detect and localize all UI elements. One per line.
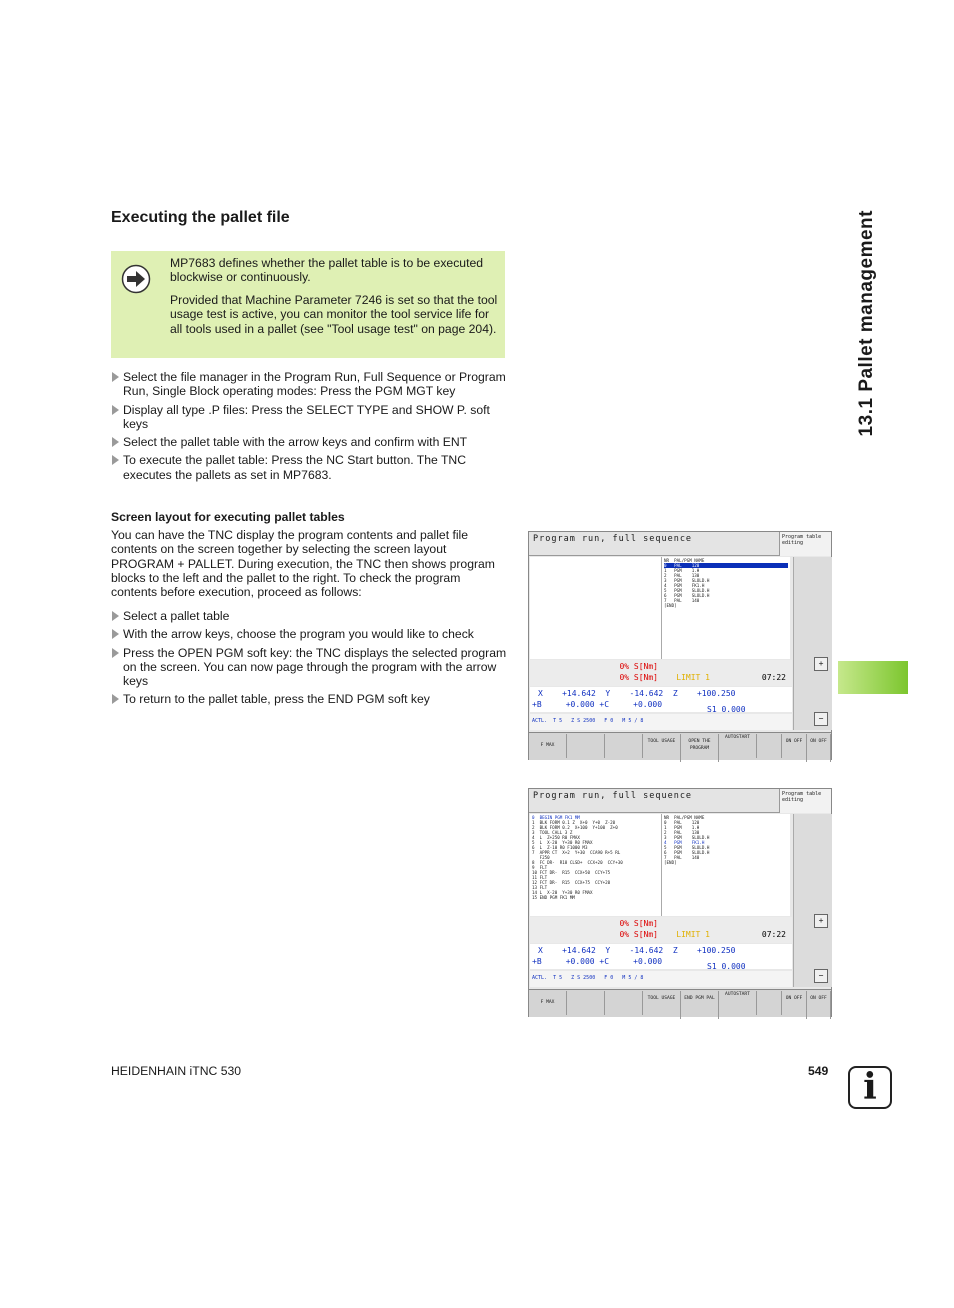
position-line-1: X +14.642 Y -14.642 Z +100.250 xyxy=(538,946,736,955)
program-line: 5 L X-20 Y+30 R0 FMAX xyxy=(532,840,593,845)
softkey-on-off-2[interactable]: ON OFF xyxy=(807,991,831,1019)
softkey-on-off-1[interactable]: ON OFF xyxy=(782,734,807,762)
pallet-line: 7 PAL 140 xyxy=(664,598,700,603)
status-bar-text: ACTL. T 5 Z S 2500 F 0 M 5 / 8 xyxy=(532,975,644,981)
program-pane xyxy=(530,557,662,659)
page-number: 549 xyxy=(808,1064,829,1078)
position-display xyxy=(530,687,792,712)
pallet-line: 1 PGM 1.H xyxy=(664,568,700,573)
pallet-line: NR PAL/PGM NAME xyxy=(664,558,705,563)
softkey-f-max[interactable]: F MAX xyxy=(529,991,567,1015)
override-2: 0% S[Nm] xyxy=(619,673,658,682)
program-line: 1 BLK FORM 0.1 Z X+0 Y+0 Z-20 xyxy=(532,820,616,825)
program-line: F250 xyxy=(532,855,550,860)
pallet-line: 2 PAL 130 xyxy=(664,830,700,835)
list-item: Press the OPEN PGM soft key: the TNC displays the selected program on the screen. You can now page through the program with the arrow keys xyxy=(111,646,509,689)
mode-title: Program run, full sequence xyxy=(529,789,779,813)
status-area xyxy=(530,660,792,686)
pallet-line: 5 PGM SLOLD.H xyxy=(664,845,710,850)
limit-label: LIMIT 1 xyxy=(676,673,710,682)
pallet-line: 1 PGM 1.H xyxy=(664,825,700,830)
program-line: 4 L Z+250 R0 FMAX xyxy=(532,835,580,840)
pallet-line: 7 PAL 140 xyxy=(664,855,700,860)
program-line: 6 L Z-10 R0 F1000 M3 xyxy=(532,845,588,850)
info-icon: i xyxy=(848,1066,892,1109)
list-item: To execute the pallet table: Press the NC Start button. The TNC executes the pallets as set in MP7683. xyxy=(111,453,509,482)
plus-button[interactable]: + xyxy=(814,657,828,671)
softkey-tool-usage[interactable]: TOOL USAGE xyxy=(643,991,681,1019)
steps-list-1 xyxy=(111,370,509,486)
pallet-line: 3 PGM SLOLD.H xyxy=(664,578,710,583)
softkey-tool-usage[interactable]: TOOL USAGE xyxy=(643,734,681,762)
minus-button[interactable]: − xyxy=(814,969,828,983)
body-paragraph: You can have the TNC display the program contents and pallet file contents on the screen together by selecting the screen layout PROGRAM + PALLET. During execution, the TNC then shows program blocks to the left and the pallet to the right. To check the program contents before execution, proceed as follows: xyxy=(111,528,495,600)
pallet-line: 4 PGM FK1.H xyxy=(664,840,705,845)
softkey-empty[interactable] xyxy=(567,734,605,758)
program-line: 11 FLT xyxy=(532,875,548,880)
position-line-2: +B +0.000 +C +0.000 xyxy=(532,957,663,966)
note-paragraph-1: MP7683 defines whether the pallet table is to be executed blockwise or continuously. xyxy=(170,256,484,285)
section-title: Executing the pallet file xyxy=(111,209,290,226)
pallet-line: 0 PAL 120 xyxy=(664,563,788,568)
position-line-2: +B +0.000 +C +0.000 xyxy=(532,700,663,709)
program-line: 7 APPR CT X+2 Y+30 CCA90 R+5 RL xyxy=(532,850,621,855)
softkey-empty[interactable] xyxy=(605,991,643,1015)
clock: 07:22 xyxy=(761,930,786,939)
status-bar xyxy=(530,705,792,730)
program-line: 14 L X-20 Y+30 R0 FMAX xyxy=(532,890,593,895)
softkey-row xyxy=(529,989,831,1017)
tnc-screenshot-1 xyxy=(528,531,832,760)
softkey-end-pgm-pal[interactable]: END PGM PAL xyxy=(681,991,719,1019)
override-2: 0% S[Nm] xyxy=(619,930,658,939)
softkey-empty[interactable] xyxy=(605,734,643,758)
limit-label: LIMIT 1 xyxy=(676,930,710,939)
mode-title: Program run, full sequence xyxy=(529,532,779,556)
pallet-line: 2 PAL 130 xyxy=(664,573,700,578)
pallet-line: 3 PGM SLOLD.H xyxy=(664,835,710,840)
softkey-f-max[interactable]: F MAX xyxy=(529,734,567,758)
softkey-open-program[interactable]: OPEN THE PROGRAM xyxy=(681,734,719,762)
pallet-line: 0 PAL 120 xyxy=(664,820,700,825)
clock: 07:22 xyxy=(761,673,786,682)
plus-button[interactable]: + xyxy=(814,914,828,928)
list-item: Select the pallet table with the arrow keys and confirm with ENT xyxy=(111,435,509,449)
list-item: With the arrow keys, choose the program you would like to check xyxy=(111,627,509,641)
spindle-readout: S1 0.000 xyxy=(707,962,746,971)
softkey-empty[interactable] xyxy=(567,991,605,1015)
pallet-line: 4 PGM FK1.H xyxy=(664,583,705,588)
pallet-pane xyxy=(662,557,790,659)
list-item: Select the file manager in the Program Run, Full Sequence or Program Run, Single Block operating modes: Press the PGM MGT key xyxy=(111,370,509,399)
program-line: 12 FCT DR- R15 CCX+75 CCY+20 xyxy=(532,880,611,885)
override-1: 0% S[Nm] xyxy=(619,919,658,928)
steps-list-2 xyxy=(111,609,509,711)
list-item: Select a pallet table xyxy=(111,609,509,623)
pallet-line: [END] xyxy=(664,603,677,608)
override-1: 0% S[Nm] xyxy=(619,662,658,671)
position-line-1: X +14.642 Y -14.642 Z +100.250 xyxy=(538,689,736,698)
program-line: 9 FLT xyxy=(532,865,548,870)
pallet-line: 6 PGM SLOLD.H xyxy=(664,850,710,855)
chapter-title: 13.1 Pallet management xyxy=(856,210,877,437)
program-line: 10 FCT DR- R15 CCX+50 CCY+75 xyxy=(532,870,611,875)
softkey-empty[interactable] xyxy=(757,991,782,1015)
arrow-right-icon xyxy=(121,264,151,294)
footer-product: HEIDENHAIN iTNC 530 xyxy=(111,1064,242,1078)
softkey-autostart[interactable]: AUTOSTART xyxy=(719,734,757,758)
chapter-sidebar xyxy=(856,210,886,470)
softkey-row xyxy=(529,732,831,760)
program-line: 15 END PGM FK1 MM xyxy=(532,895,575,900)
subheading: Screen layout for executing pallet tables xyxy=(111,510,345,524)
side-softkeys xyxy=(793,814,832,987)
list-item: To return to the pallet table, press the END PGM soft key xyxy=(111,692,509,706)
pallet-line: 6 PGM SLOLD.H xyxy=(664,593,710,598)
program-line: 0 BEGIN PGM FK1 MM xyxy=(532,815,580,820)
mode-secondary: Program table editing xyxy=(779,789,831,813)
note-paragraph-2: Provided that Machine Parameter 7246 is set so that the tool usage test is active, you can monitor the tool service life for all tools used in a pallet (see "Tool usage test" on page 204). xyxy=(170,293,498,336)
softkey-autostart[interactable]: AUTOSTART xyxy=(719,991,757,1015)
tnc-screenshot-2 xyxy=(528,788,832,1017)
pallet-line: 5 PGM SLOLD.H xyxy=(664,588,710,593)
side-softkeys xyxy=(793,557,832,730)
softkey-on-off-1[interactable]: ON OFF xyxy=(782,991,807,1019)
pallet-line: [END] xyxy=(664,860,677,865)
program-line: 13 FLT xyxy=(532,885,548,890)
spindle-readout: S1 0.000 xyxy=(707,705,746,714)
mode-secondary: Program table editing xyxy=(779,532,831,556)
minus-button[interactable]: − xyxy=(814,712,828,726)
softkey-on-off-2[interactable]: ON OFF xyxy=(807,734,831,762)
note-box xyxy=(111,251,505,358)
status-bar xyxy=(530,962,792,987)
program-pane xyxy=(530,814,662,916)
status-area xyxy=(530,917,792,943)
position-display xyxy=(530,944,792,969)
program-line: 3 TOOL CALL 3 Z xyxy=(532,830,573,835)
chapter-tab xyxy=(838,661,908,694)
pallet-pane xyxy=(662,814,790,916)
program-line: 8 FC DR- R18 CLSD+ CCX+20 CCY+30 xyxy=(532,860,623,865)
softkey-empty[interactable] xyxy=(757,734,782,758)
status-bar-text: ACTL. T 5 Z S 2500 F 0 M 5 / 8 xyxy=(532,718,644,724)
list-item: Display all type .P files: Press the SELECT TYPE and SHOW P. soft keys xyxy=(111,403,509,432)
pallet-line: NR PAL/PGM NAME xyxy=(664,815,705,820)
program-line: 2 BLK FORM 0.2 X+100 Y+100 Z+0 xyxy=(532,825,618,830)
